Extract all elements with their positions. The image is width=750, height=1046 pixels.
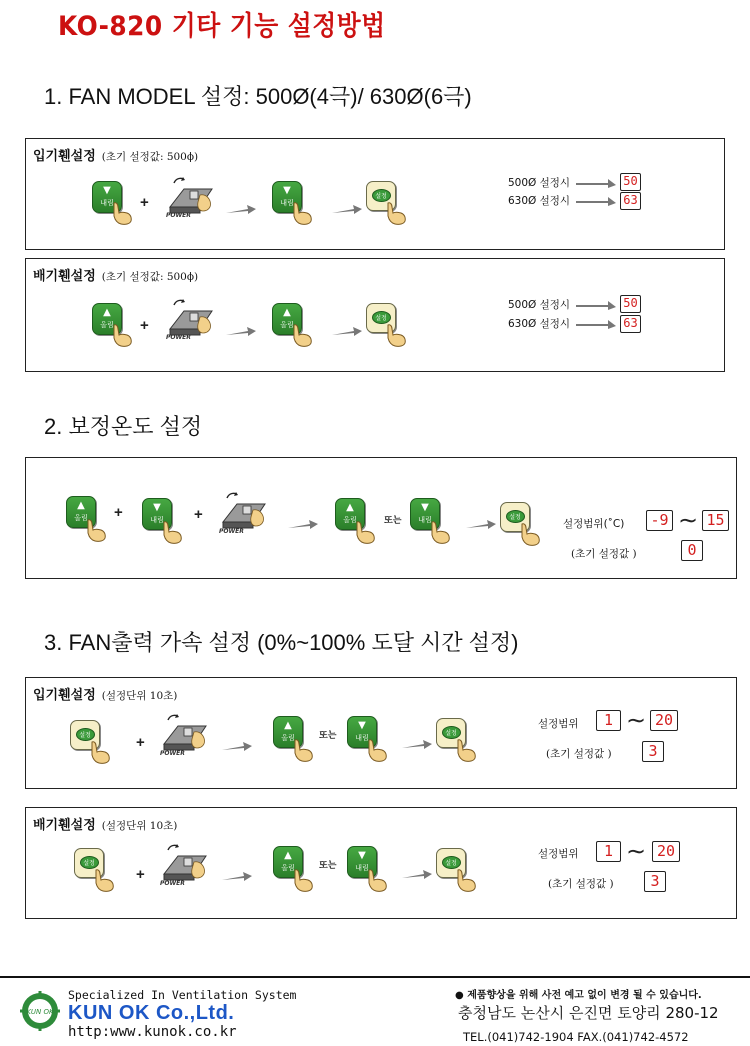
option-630-label: 630Ø 설정시 bbox=[508, 195, 571, 207]
down-key: ▼ 내림 bbox=[142, 498, 172, 530]
down-key: ▼ 내림 bbox=[410, 498, 440, 530]
lcd-value-50: 50 bbox=[620, 295, 641, 313]
up-key: ▲ 올림 bbox=[92, 303, 122, 335]
offset-temp-box bbox=[25, 457, 737, 579]
up-key: ▲ 올림 bbox=[273, 846, 303, 878]
svg-text:KUN OK: KUN OK bbox=[26, 1008, 54, 1016]
footer-divider bbox=[0, 976, 750, 978]
lcd-range-min: -9 bbox=[646, 510, 673, 531]
range-label: 설정범위 bbox=[538, 718, 579, 730]
up-key: ▲ 올림 bbox=[273, 716, 303, 748]
lcd-initial-value: 3 bbox=[642, 741, 664, 762]
plus-sign: + bbox=[194, 506, 203, 523]
range-tilde: ∼ bbox=[626, 837, 647, 865]
indicator-arrow-icon bbox=[576, 299, 616, 311]
power-label: POWER bbox=[219, 528, 244, 535]
pointing-hand-icon bbox=[454, 738, 478, 762]
down-key: ▼ 내림 bbox=[92, 181, 122, 213]
change-notice: ● 제품향상을 위해 사전 예고 없이 변경 될 수 있습니다. bbox=[455, 990, 702, 1001]
fan-model-exhaust-box bbox=[25, 258, 725, 372]
option-500-label: 500Ø 설정시 bbox=[508, 299, 571, 311]
lcd-value-63: 63 bbox=[620, 315, 641, 333]
box-title: 입기휀설정 (초기 설정값: 500ϕ) bbox=[33, 149, 199, 164]
box-title: 입기휀설정 (설정단위 10초) bbox=[33, 688, 178, 703]
lcd-range-min: 1 bbox=[596, 841, 621, 862]
section-3-heading: 3. FAN출력 가속 설정 (0%~100% 도달 시간 설정) bbox=[44, 630, 519, 655]
connector-arrow-icon bbox=[466, 518, 496, 530]
connector-arrow-icon bbox=[332, 203, 362, 215]
lcd-range-min: 1 bbox=[596, 710, 621, 731]
connector-arrow-icon bbox=[222, 870, 252, 882]
set-key: 설정 bbox=[74, 848, 104, 878]
pointing-hand-icon bbox=[454, 868, 478, 892]
lcd-range-max: 20 bbox=[650, 710, 678, 731]
company-tel-fax: TEL.(041)742-1904 FAX.(041)742-4572 bbox=[463, 1030, 689, 1044]
up-key: ▲ 올림 bbox=[335, 498, 365, 530]
lcd-range-max: 20 bbox=[652, 841, 680, 862]
pointing-hand-icon bbox=[518, 522, 542, 546]
section-1-heading: 1. FAN MODEL 설정: 500Ø(4극)/ 630Ø(6극) bbox=[44, 84, 472, 109]
company-address: 충청남도 논산시 은진면 토양리 280-12 bbox=[458, 1004, 719, 1022]
option-630-label: 630Ø 설정시 bbox=[508, 318, 571, 330]
indicator-arrow-icon bbox=[576, 318, 616, 330]
pointing-hand-icon bbox=[428, 520, 452, 544]
pointing-hand-icon bbox=[291, 738, 315, 762]
connector-arrow-icon bbox=[402, 868, 432, 880]
lcd-range-max: 15 bbox=[702, 510, 729, 531]
connector-arrow-icon bbox=[222, 740, 252, 752]
connector-arrow-icon bbox=[288, 518, 318, 530]
range-tilde: ∼ bbox=[626, 706, 647, 734]
set-key: 설정 bbox=[366, 181, 396, 211]
lcd-initial-value: 3 bbox=[644, 871, 666, 892]
pointing-hand-icon bbox=[384, 201, 408, 225]
range-label: 설정범위(˚C) bbox=[563, 518, 625, 530]
range-tilde: ∼ bbox=[678, 506, 699, 534]
lcd-value-63: 63 bbox=[620, 192, 641, 210]
or-label: 또는 bbox=[384, 516, 402, 526]
company-url[interactable]: http:www.kunok.co.kr bbox=[68, 1024, 237, 1040]
or-label: 또는 bbox=[319, 861, 337, 871]
plus-sign: + bbox=[140, 317, 149, 334]
accel-exhaust-box bbox=[25, 807, 737, 919]
section-2-heading: 2. 보정온도 설정 bbox=[44, 414, 203, 439]
initial-label: (초기 설정값 ) bbox=[571, 548, 637, 560]
set-key: 설정 bbox=[436, 848, 466, 878]
down-key: ▼ 내림 bbox=[347, 846, 377, 878]
initial-label: (초기 설정값 ) bbox=[548, 878, 614, 890]
page-title: KO-820 기타 기능 설정방법 bbox=[58, 11, 386, 42]
pointing-hand-icon bbox=[384, 323, 408, 347]
pointing-hand-icon bbox=[365, 738, 389, 762]
pointing-hand-icon bbox=[92, 868, 116, 892]
connector-arrow-icon bbox=[332, 325, 362, 337]
range-label: 설정범위 bbox=[538, 848, 579, 860]
down-key: ▼ 내림 bbox=[272, 181, 302, 213]
option-500-label: 500Ø 설정시 bbox=[508, 177, 571, 189]
power-label: POWER bbox=[160, 750, 185, 757]
indicator-arrow-icon bbox=[576, 177, 616, 189]
pointing-hand-icon bbox=[353, 520, 377, 544]
connector-arrow-icon bbox=[226, 203, 256, 215]
or-label: 또는 bbox=[319, 731, 337, 741]
power-label: POWER bbox=[166, 334, 191, 341]
down-key: ▼ 내림 bbox=[347, 716, 377, 748]
up-key: ▲ 올림 bbox=[66, 496, 96, 528]
pointing-hand-icon bbox=[110, 323, 134, 347]
power-label: POWER bbox=[160, 880, 185, 887]
accel-intake-box bbox=[25, 677, 737, 789]
plus-sign: + bbox=[140, 194, 149, 211]
lcd-value-50: 50 bbox=[620, 173, 641, 191]
lcd-initial-value: 0 bbox=[681, 540, 703, 561]
pointing-hand-icon bbox=[84, 518, 108, 542]
pointing-hand-icon bbox=[290, 201, 314, 225]
plus-sign: + bbox=[136, 866, 145, 883]
company-name: KUN OK Co.,Ltd. bbox=[68, 1002, 235, 1024]
indicator-arrow-icon bbox=[576, 195, 616, 207]
connector-arrow-icon bbox=[226, 325, 256, 337]
initial-label: (초기 설정값 ) bbox=[546, 748, 612, 760]
plus-sign: + bbox=[136, 734, 145, 751]
company-logo-icon bbox=[20, 991, 60, 1031]
company-tagline: Specialized In Ventilation System bbox=[68, 988, 297, 1002]
power-label: POWER bbox=[166, 212, 191, 219]
connector-arrow-icon bbox=[402, 738, 432, 750]
pointing-hand-icon bbox=[365, 868, 389, 892]
fan-model-intake-box bbox=[25, 138, 725, 250]
pointing-hand-icon bbox=[160, 520, 184, 544]
up-key: ▲ 올림 bbox=[272, 303, 302, 335]
pointing-hand-icon bbox=[291, 868, 315, 892]
plus-sign: + bbox=[114, 504, 123, 521]
set-key: 설정 bbox=[500, 502, 530, 532]
set-key: 설정 bbox=[70, 720, 100, 750]
set-key: 설정 bbox=[436, 718, 466, 748]
pointing-hand-icon bbox=[290, 323, 314, 347]
box-title: 배기휀설정 (설정단위 10초) bbox=[33, 818, 178, 833]
pointing-hand-icon bbox=[88, 740, 112, 764]
box-title: 배기휀설정 (초기 설정값: 500ϕ) bbox=[33, 269, 199, 284]
set-key: 설정 bbox=[366, 303, 396, 333]
pointing-hand-icon bbox=[110, 201, 134, 225]
